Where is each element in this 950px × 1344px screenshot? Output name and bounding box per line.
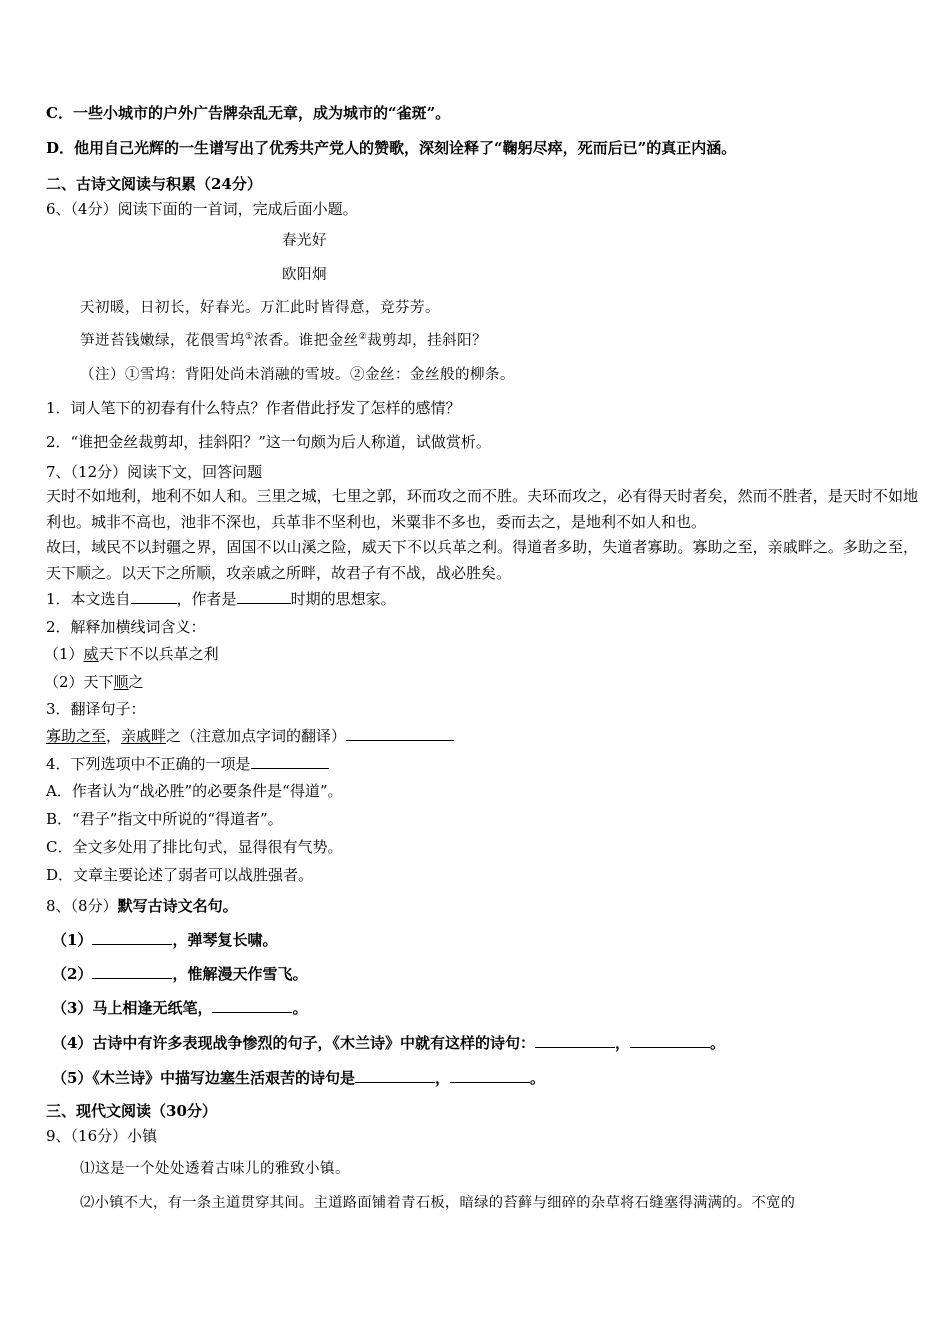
answer-blank[interactable] <box>92 930 172 945</box>
q5-option-c: C．一些小城市的户外广告牌杂乱无章，成为城市的“雀斑”。 <box>46 104 451 122</box>
q7-option-d: D．文章主要论述了弱者可以战胜强者。 <box>46 866 314 884</box>
q6-sub-2: 2．“谁把金丝裁剪却，挂斜阳？”这一句颇为后人称道，试做赏析。 <box>46 433 491 451</box>
q7-sub-3-sentence: 寡助之至，亲戚畔之（注意加点字词的翻译） <box>46 726 454 746</box>
q7-sub-3: 3．翻译句子： <box>46 700 146 718</box>
footnote-mark-1: ① <box>245 332 254 342</box>
q6-stem: 6、（4分）阅读下面的一首词，完成后面小题。 <box>46 200 358 218</box>
q7-passage-para-1: 天时不如地利，地利不如人和。三里之城，七里之郭，环而攻之而不胜。夫环而攻之，必有得天时者矣，然而不胜者，是天时不如地利也。城非不高也，池非不深也，兵革非不坚利也，米粟非不多也，委而去之，是地利不如人和也。 <box>46 487 918 531</box>
answer-blank[interactable] <box>251 754 329 769</box>
q7-sub-2-item-2: （2）天下顺之 <box>44 673 144 691</box>
poem-note: （注）①雪坞：背阳处尚未消融的雪坡。②金丝：金丝般的柳条。 <box>80 367 515 383</box>
q5-option-d: D．他用自己光辉的一生谱写出了优秀共产党人的赞歌，深刻诠释了“鞠躬尽瘁，死而后已”的真正内涵。 <box>46 139 737 157</box>
poem-line-1: 天初暖，日初长，好春光。万汇此时皆得意，竞芬芳。 <box>80 300 440 316</box>
answer-blank[interactable] <box>92 964 172 979</box>
section-3-heading: 三、现代文阅读（30分） <box>46 1102 217 1120</box>
q9-para-1: ⑴这是一个处处透着古味儿的雅致小镇。 <box>80 1161 350 1177</box>
answer-blank[interactable] <box>346 726 454 741</box>
q7-passage-para-2: 故曰，域民不以封疆之界，固国不以山溪之险，威天下不以兵革之利。得道者多助，失道者寡助。寡助之至，亲戚畔之。多助之至，天下顺之。以天下之所顺，攻亲戚之所畔，故君子有不战，战必胜矣。 <box>46 538 918 582</box>
q7-option-a: A．作者认为“战必胜”的必要条件是“得道”。 <box>46 782 343 800</box>
footnote-mark-2: ② <box>358 332 368 342</box>
q7-sub-4: 4．下列选项中不正确的一项是 <box>46 754 329 774</box>
q7-sub-2-item-1: （1）威天下不以兵革之利 <box>44 645 219 663</box>
answer-blank[interactable] <box>450 1068 530 1083</box>
q9-para-2: ⑵小镇不大，有一条主道贯穿其间。主道路面铺着青石板，暗绿的苔藓与细碎的杂草将石缝塞得满满的。不宽的 <box>80 1195 796 1211</box>
poem-line-2: 笋迸苔钱嫩绿，花偎雪坞①浓香。谁把金丝②裁剪却，挂斜阳？ <box>80 332 488 349</box>
poem-author: 欧阳炯 <box>282 267 327 283</box>
q8-item-1: （1） ，弹琴复长啸。 <box>52 931 278 949</box>
q7-option-c: C．全文多处用了排比句式，显得很有气势。 <box>46 838 343 856</box>
answer-blank[interactable] <box>630 1033 710 1048</box>
q7-sub-2: 2．解释加横线词含义： <box>46 618 206 636</box>
answer-blank[interactable] <box>355 1068 435 1083</box>
section-2-heading: 二、古诗文阅读与积累（24分） <box>46 175 262 193</box>
answer-blank[interactable] <box>212 998 292 1013</box>
q8-stem: 8、（8分）默写古诗文名句。 <box>46 897 238 915</box>
q7-option-b: B．“君子”指文中所说的“得道者”。 <box>46 810 283 828</box>
q9-stem: 9、（16分）小镇 <box>46 1127 158 1145</box>
answer-blank[interactable] <box>237 589 291 604</box>
answer-blank[interactable] <box>535 1033 615 1048</box>
q6-sub-1: 1．词人笔下的初春有什么特点？作者借此抒发了怎样的感情？ <box>46 399 461 417</box>
q8-item-5: （5）《木兰诗》中描写边塞生活艰苦的诗句是 ， 。 <box>52 1069 545 1087</box>
q8-item-4: （4）古诗中有许多表现战争惨烈的句子，《木兰诗》中就有这样的诗句： ， 。 <box>52 1034 725 1052</box>
q7-sub-1: 1．本文选自 ，作者是 时期的思想家。 <box>46 590 396 608</box>
poem-title: 春光好 <box>282 233 327 249</box>
answer-blank[interactable] <box>131 589 177 604</box>
q8-item-3: （3）马上相逢无纸笔， 。 <box>52 999 308 1017</box>
q8-item-2: （2） ，惟解漫天作雪飞。 <box>52 965 308 983</box>
q7-stem: 7、（12分）阅读下文，回答问题 <box>46 463 263 481</box>
